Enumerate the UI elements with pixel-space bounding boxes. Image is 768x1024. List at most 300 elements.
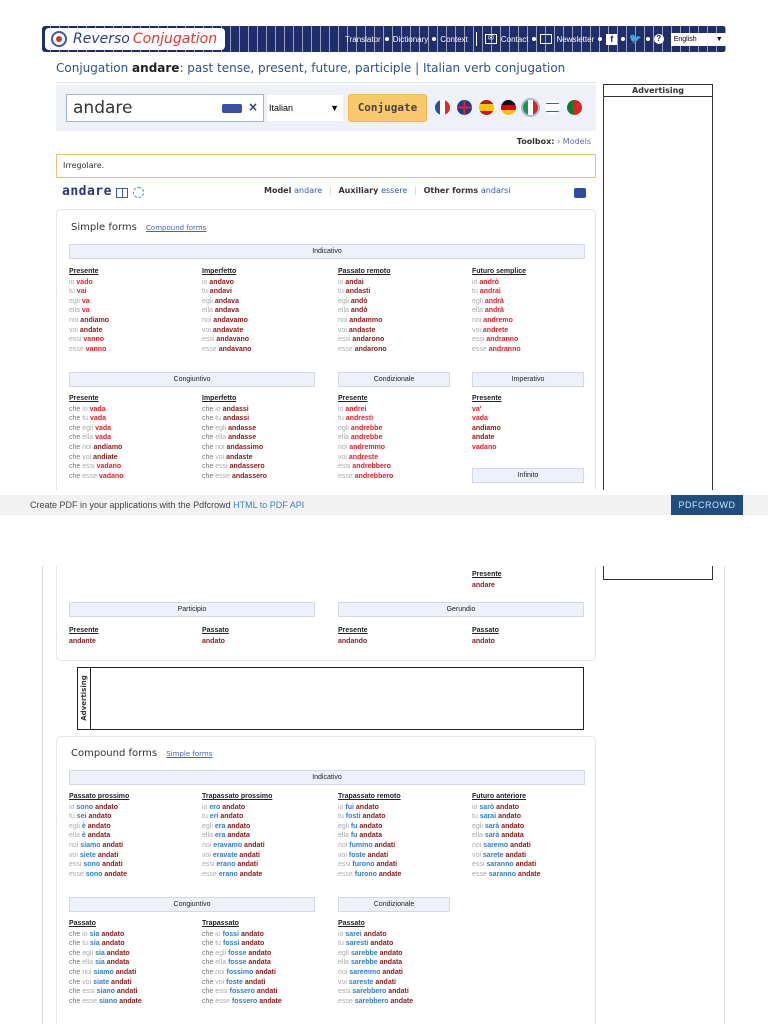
participle-form: andati bbox=[102, 861, 123, 869]
refresh-icon[interactable] bbox=[133, 187, 144, 198]
auxiliary-form: sarebbero bbox=[354, 997, 391, 1005]
verb-form: andò bbox=[350, 307, 368, 315]
mood-band-condizionale: Condizionale bbox=[338, 372, 450, 387]
tense-block bbox=[472, 394, 502, 453]
pronoun: egli bbox=[338, 297, 351, 305]
conjugation-row bbox=[202, 997, 282, 1007]
participle-form: andati bbox=[116, 988, 138, 996]
advertising-side-label bbox=[78, 668, 91, 729]
simple-forms-link[interactable]: Simple forms bbox=[166, 750, 213, 758]
verb-form: andrà bbox=[484, 297, 504, 305]
conjugation-row bbox=[69, 997, 142, 1007]
participle-form: andato bbox=[363, 930, 387, 938]
conjugation-row bbox=[69, 958, 142, 968]
verb-note: Irregolare. bbox=[56, 154, 596, 178]
tense-block bbox=[202, 919, 282, 1006]
pronoun: io bbox=[82, 930, 90, 938]
pronoun: voi bbox=[338, 851, 349, 859]
participle-form: andati bbox=[367, 851, 389, 859]
participle-form: andati bbox=[244, 841, 265, 849]
auxiliary-form: era bbox=[214, 822, 228, 830]
flag-french-icon[interactable] bbox=[435, 100, 450, 115]
keyboard-icon[interactable] bbox=[222, 104, 242, 113]
dot-separator bbox=[646, 37, 650, 41]
tense-block bbox=[202, 394, 267, 481]
auxiliary-form: fummo bbox=[349, 841, 375, 849]
verb-form: vado bbox=[76, 278, 93, 286]
verb-form: andassero bbox=[231, 472, 267, 480]
logo-text-conjugation: Conjugation bbox=[132, 31, 218, 47]
conjugation-row bbox=[202, 326, 251, 336]
verb-form: andasti bbox=[345, 288, 371, 296]
mood-band-congiuntivo: Congiuntivo bbox=[69, 372, 315, 387]
conjugation-row bbox=[202, 958, 282, 968]
verb-form: andremmo bbox=[349, 443, 386, 451]
pronoun: voi bbox=[338, 978, 349, 986]
compound-forms-title: Compound forms bbox=[71, 748, 158, 759]
auxiliary-form: siamo bbox=[80, 841, 103, 849]
pronoun: essi bbox=[215, 988, 230, 996]
conjugation-row bbox=[202, 812, 272, 822]
conjugation-row bbox=[202, 930, 282, 940]
divider bbox=[476, 32, 477, 46]
flag-italian-icon[interactable] bbox=[523, 100, 538, 115]
title-suffix: : past tense, present, future, participle | Italian verb conjugation bbox=[179, 61, 566, 75]
advertising-sidebar bbox=[603, 84, 713, 490]
conjugation-row bbox=[69, 472, 123, 482]
verb-form: andate bbox=[79, 326, 103, 334]
auxiliary-form: sarà bbox=[484, 822, 502, 830]
auxiliary-form: fosse bbox=[228, 949, 249, 957]
participle-form: andata bbox=[227, 832, 250, 840]
pronoun: io bbox=[472, 278, 480, 286]
participle-form: andato bbox=[359, 822, 383, 830]
help-icon[interactable]: ? bbox=[654, 34, 664, 44]
conjugation-row bbox=[202, 443, 267, 453]
pronoun: voi bbox=[202, 851, 213, 859]
verb-form: andrai bbox=[479, 288, 501, 296]
conjugation-row bbox=[202, 453, 267, 463]
conjugation-row bbox=[69, 345, 109, 355]
pronoun: noi bbox=[338, 841, 350, 849]
pronoun: ella bbox=[338, 307, 351, 315]
dot-separator bbox=[598, 37, 602, 41]
tense-block bbox=[338, 792, 401, 879]
twitter-icon[interactable]: 🐦 bbox=[629, 33, 642, 45]
participle-form: andati bbox=[374, 841, 396, 849]
participle-form: andati bbox=[102, 841, 124, 849]
other-forms-link[interactable]: andarsi bbox=[480, 186, 511, 195]
conjugation-row bbox=[69, 306, 109, 316]
auxiliary-form: fossi bbox=[223, 940, 242, 948]
flag-spanish-icon[interactable] bbox=[479, 100, 494, 115]
verb-form: andreste bbox=[348, 453, 379, 461]
print-icon[interactable] bbox=[574, 188, 586, 198]
pronoun: io bbox=[215, 930, 223, 938]
verb-form: vanno bbox=[85, 345, 107, 353]
dot-separator bbox=[532, 37, 536, 41]
verb-form: andando bbox=[338, 637, 368, 645]
che-prefix: che bbox=[69, 949, 83, 957]
conjugation-row bbox=[202, 841, 272, 851]
verb-form: andranno bbox=[488, 345, 521, 353]
newsletter-icon[interactable] bbox=[540, 34, 552, 44]
verb-form: vada bbox=[95, 424, 112, 432]
verb-form: andresti bbox=[345, 415, 374, 423]
pronoun: essi bbox=[338, 463, 353, 471]
other-forms-label: Other forms bbox=[423, 186, 479, 195]
auxiliary-form: fosse bbox=[228, 959, 249, 967]
dot-separator bbox=[621, 37, 625, 41]
verb-form: andasse bbox=[228, 434, 257, 442]
conjugation-row bbox=[338, 414, 393, 424]
participle-form: andato bbox=[379, 949, 403, 957]
pronoun: noi bbox=[202, 316, 214, 324]
nav-context[interactable]: Context bbox=[440, 34, 468, 44]
che-prefix: che bbox=[202, 930, 216, 938]
auxiliary-form: sarei bbox=[345, 930, 364, 938]
auxiliary-form: foste bbox=[348, 851, 368, 859]
verb-form: vada bbox=[472, 415, 488, 423]
che-prefix: che bbox=[69, 930, 83, 938]
auxiliary-form: sono bbox=[76, 803, 96, 811]
verb-form: andò bbox=[350, 297, 368, 305]
conjugation-row bbox=[338, 316, 391, 326]
tense-heading: Imperfetto bbox=[202, 268, 237, 275]
conjugation-row bbox=[472, 860, 540, 870]
pronoun: ella bbox=[472, 832, 485, 840]
chevron-down-icon: ▼ bbox=[715, 35, 723, 43]
auxiliary-form: sia bbox=[95, 959, 107, 967]
pronoun: esse bbox=[472, 870, 489, 878]
toolbox-bar bbox=[56, 131, 596, 153]
pronoun: ella bbox=[338, 959, 351, 967]
conjugation-row bbox=[338, 433, 393, 443]
che-prefix: che bbox=[69, 405, 83, 413]
toolbox-label: Toolbox: bbox=[516, 137, 555, 146]
auxiliary-form: sono bbox=[83, 861, 103, 869]
pronoun: essi bbox=[202, 861, 217, 869]
pronoun: voi bbox=[69, 326, 80, 334]
language-select[interactable] bbox=[267, 95, 343, 121]
tense-block bbox=[472, 792, 540, 879]
verb-form: vadano bbox=[472, 443, 497, 451]
conjugation-row bbox=[69, 978, 142, 988]
pronoun: tu bbox=[69, 813, 77, 821]
tense-block bbox=[472, 267, 526, 354]
verb-form: andate bbox=[472, 434, 495, 442]
language-flags bbox=[435, 100, 582, 115]
mood-band-imperativo: Imperativo bbox=[472, 372, 584, 387]
participle-form: andate bbox=[119, 997, 142, 1005]
pronoun: essi bbox=[202, 336, 217, 344]
pronoun: egli bbox=[82, 949, 96, 957]
auxiliary-form: fu bbox=[350, 832, 360, 840]
conjugation-row bbox=[69, 930, 142, 940]
che-prefix: che bbox=[69, 997, 83, 1005]
nav-contact[interactable]: Contact bbox=[500, 34, 529, 44]
verb-form: andiamo bbox=[472, 424, 501, 432]
conjugation-row bbox=[69, 335, 109, 345]
pronoun: noi bbox=[338, 443, 350, 451]
conjugation-row bbox=[338, 335, 391, 345]
compound-forms-link[interactable]: Compound forms bbox=[146, 224, 207, 232]
auxiliary-form: fossero bbox=[229, 988, 257, 996]
participle-form: andato bbox=[362, 813, 386, 821]
tense-heading: Futuro anteriore bbox=[472, 793, 527, 800]
flag-hebrew-icon[interactable] bbox=[545, 100, 560, 115]
auxiliary-form: saresti bbox=[345, 940, 371, 948]
participle-form: andato bbox=[95, 803, 119, 811]
participle-form: andata bbox=[501, 832, 524, 840]
participle-form: andato bbox=[240, 930, 264, 938]
conjugation-row bbox=[202, 870, 272, 880]
advertising-sidebar-end bbox=[603, 566, 713, 580]
model-label: Model bbox=[264, 186, 292, 195]
che-prefix: che bbox=[202, 453, 216, 461]
auxiliary-form: sia bbox=[95, 949, 107, 957]
pronoun: esse bbox=[472, 345, 489, 353]
clear-icon[interactable]: × bbox=[248, 100, 259, 114]
mood-band-infinito: Infinito bbox=[472, 468, 584, 483]
advertising-label: Advertising bbox=[80, 675, 88, 721]
auxiliary-form: fosti bbox=[345, 813, 363, 821]
nav-dictionary[interactable]: Dictionary bbox=[392, 34, 429, 44]
top-nav-links bbox=[345, 31, 747, 47]
pronoun: voi bbox=[215, 978, 227, 986]
mail-icon[interactable]: ✉ bbox=[485, 34, 497, 44]
che-prefix: che bbox=[69, 434, 83, 442]
pronoun: ella bbox=[215, 434, 229, 442]
conjugation-row bbox=[202, 978, 282, 988]
participle-form: andato bbox=[227, 822, 251, 830]
verb-form: andrebbero bbox=[352, 463, 391, 471]
participle-form: andate bbox=[239, 870, 263, 878]
pronoun: voi bbox=[215, 453, 227, 461]
flag-german-icon[interactable] bbox=[501, 100, 516, 115]
tense-heading: Passato bbox=[472, 627, 499, 634]
conjugation-row bbox=[472, 287, 526, 297]
conjugation-row bbox=[472, 822, 540, 832]
conjugation-row bbox=[202, 424, 267, 434]
pronoun: egli bbox=[82, 424, 96, 432]
conjugation-row bbox=[202, 851, 272, 861]
che-prefix: che bbox=[202, 405, 216, 413]
conjugation-row bbox=[69, 462, 123, 472]
auxiliary-form: sarai bbox=[479, 813, 499, 821]
auxiliary-form: foste bbox=[226, 978, 245, 986]
conjugation-row bbox=[338, 841, 401, 851]
auxiliary-form: erano bbox=[216, 861, 238, 869]
conjugation-row bbox=[202, 316, 251, 326]
conjugation-row bbox=[202, 287, 251, 297]
flag-portuguese-icon[interactable] bbox=[567, 100, 582, 115]
tense-heading: Trapassato prossimo bbox=[202, 793, 273, 800]
conjugation-row bbox=[472, 405, 502, 415]
auxiliary-form: fui bbox=[345, 803, 356, 811]
participle-form: andato bbox=[501, 822, 525, 830]
verb-form: andremo bbox=[483, 316, 513, 324]
verb-form: andassi bbox=[222, 405, 249, 413]
compound-forms-card bbox=[56, 736, 596, 1024]
pronoun: noi bbox=[338, 316, 350, 324]
title-prefix: Conjugation bbox=[56, 61, 133, 75]
pronoun: noi bbox=[82, 968, 94, 976]
auxiliary-link[interactable]: essere bbox=[381, 186, 408, 195]
infinitive-form: andare bbox=[472, 581, 495, 589]
conjugation-row bbox=[472, 335, 526, 345]
conjugation-row bbox=[472, 326, 526, 336]
divider: | bbox=[328, 186, 332, 195]
facebook-icon[interactable]: f bbox=[606, 34, 617, 45]
verb-form: andassimo bbox=[226, 443, 264, 451]
pdfcrowd-button[interactable]: PDFCROWD bbox=[671, 495, 743, 515]
interface-language-value: English bbox=[673, 35, 697, 43]
pronoun: ella bbox=[202, 307, 215, 315]
verb-form: va' bbox=[472, 405, 482, 413]
mood-band-congiuntivo: Congiuntivo bbox=[69, 897, 315, 912]
verb-form: andavate bbox=[212, 326, 244, 334]
pronoun: esse bbox=[215, 472, 232, 480]
che-prefix: che bbox=[69, 415, 83, 423]
simple-forms-heading bbox=[71, 222, 206, 233]
simple-forms-card bbox=[56, 209, 596, 490]
che-prefix: che bbox=[69, 472, 83, 480]
toolbox-models-link[interactable]: › Models bbox=[557, 137, 591, 146]
verb-meta bbox=[264, 186, 511, 195]
conjugation-row bbox=[472, 831, 540, 841]
pronoun: ella bbox=[202, 832, 215, 840]
conjugation-row bbox=[202, 278, 251, 288]
verb-form: andrete bbox=[482, 326, 509, 334]
participle-form: andati bbox=[239, 851, 260, 859]
auxiliary-form: eravate bbox=[212, 851, 240, 859]
pronoun: io bbox=[202, 803, 210, 811]
participle-form: andati bbox=[111, 978, 132, 986]
verb-form: andrebbe bbox=[350, 424, 383, 432]
verb-form: andavi bbox=[209, 288, 232, 296]
tense-heading: Passato bbox=[202, 627, 229, 634]
pdf-bar-text: Create PDF in your applications with the Pdfcrowd bbox=[30, 500, 234, 510]
page-title bbox=[56, 61, 565, 75]
hamburger-menu-icon[interactable] bbox=[735, 33, 747, 45]
participle-form: andato bbox=[355, 803, 379, 811]
participle-form: andato bbox=[101, 940, 125, 948]
pronoun: noi bbox=[215, 443, 227, 451]
conjugation-row bbox=[69, 851, 129, 861]
pronoun: voi bbox=[338, 326, 349, 334]
che-prefix: che bbox=[202, 940, 216, 948]
participle-form: andata bbox=[359, 832, 382, 840]
logo[interactable] bbox=[45, 28, 225, 50]
che-prefix: che bbox=[202, 434, 216, 442]
mood-band-indicativo: Indicativo bbox=[69, 244, 585, 259]
interface-language-select[interactable] bbox=[671, 33, 726, 46]
conjugation-row bbox=[202, 968, 282, 978]
participle-form: andate bbox=[259, 997, 282, 1005]
conjugation-row bbox=[338, 968, 413, 978]
conjugation-row bbox=[472, 433, 502, 443]
conjugation-row bbox=[338, 326, 391, 336]
participle-form: andato bbox=[248, 949, 272, 957]
model-link[interactable]: andare bbox=[294, 186, 323, 195]
auxiliary-form: è bbox=[81, 822, 88, 830]
auxiliary-form: sei bbox=[76, 813, 89, 821]
verb-heading: andare bbox=[62, 184, 112, 199]
html-to-pdf-link[interactable]: HTML to PDF API bbox=[233, 500, 305, 510]
auxiliary-form: sarete bbox=[482, 851, 506, 859]
verb-form: andavo bbox=[209, 278, 234, 286]
verb-form: andavano bbox=[218, 345, 252, 353]
tense-heading: Presente bbox=[338, 627, 368, 634]
flag-english-icon[interactable] bbox=[457, 100, 472, 115]
pronoun: ella bbox=[69, 307, 82, 315]
verb-form: andammo bbox=[349, 316, 383, 324]
conjugation-row bbox=[338, 822, 401, 832]
conjugation-row bbox=[202, 462, 267, 472]
book-icon[interactable] bbox=[116, 188, 128, 198]
participle-form: andato bbox=[498, 813, 522, 821]
pronoun: egli bbox=[202, 822, 215, 830]
conjugation-row bbox=[338, 443, 393, 453]
auxiliary-label: Auxiliary bbox=[338, 186, 379, 195]
verb-search-input[interactable]: andare bbox=[66, 94, 264, 122]
auxiliary-form: erano bbox=[218, 870, 240, 878]
tense-block bbox=[202, 792, 272, 879]
conjugation-row bbox=[202, 297, 251, 307]
nav-newsletter[interactable]: Newsletter bbox=[556, 34, 595, 44]
pronoun: ella bbox=[338, 434, 351, 442]
conjugation-row bbox=[69, 424, 123, 434]
conjugation-row bbox=[338, 345, 391, 355]
nav-translator[interactable]: Translator bbox=[345, 34, 381, 44]
auxiliary-form: era bbox=[214, 832, 228, 840]
participle-form: andati bbox=[382, 968, 403, 976]
verb-form: andasse bbox=[228, 424, 257, 432]
mood-band-condizionale: Condizionale bbox=[338, 897, 450, 912]
pronoun: egli bbox=[338, 949, 351, 957]
pdf-footer-bar bbox=[0, 495, 768, 515]
auxiliary-form: sareste bbox=[348, 978, 376, 986]
participle-form: andati bbox=[376, 861, 398, 869]
auxiliary-form: saranno bbox=[488, 870, 518, 878]
tense-gerundio-passato bbox=[472, 626, 499, 646]
participle-form: andati bbox=[256, 988, 278, 996]
divider bbox=[56, 82, 596, 83]
conjugation-row bbox=[202, 405, 267, 415]
participle-form: andati bbox=[97, 851, 119, 859]
conjugation-row bbox=[69, 326, 109, 336]
participle-form: andato bbox=[241, 940, 265, 948]
tense-block bbox=[338, 919, 413, 1006]
pronoun: tu bbox=[82, 415, 91, 423]
participle-form: andato bbox=[370, 940, 394, 948]
verb-form: andrebbe bbox=[350, 434, 383, 442]
pronoun: essi bbox=[338, 336, 353, 344]
mood-band-indicativo: Indicativo bbox=[69, 770, 585, 785]
participle-form: andati bbox=[375, 978, 396, 986]
conjugate-button[interactable]: Conjugate bbox=[348, 94, 427, 122]
tense-heading: Imperfetto bbox=[202, 395, 237, 402]
participle-form: andata bbox=[87, 832, 111, 840]
che-prefix: che bbox=[69, 424, 83, 432]
advertising-banner bbox=[77, 667, 584, 730]
conjugation-row bbox=[472, 414, 502, 424]
auxiliary-form: fossimo bbox=[226, 968, 256, 976]
mood-band-gerundio: Gerundio bbox=[338, 602, 584, 617]
pronoun: essi bbox=[82, 988, 97, 996]
participle-form: andato bbox=[220, 813, 244, 821]
